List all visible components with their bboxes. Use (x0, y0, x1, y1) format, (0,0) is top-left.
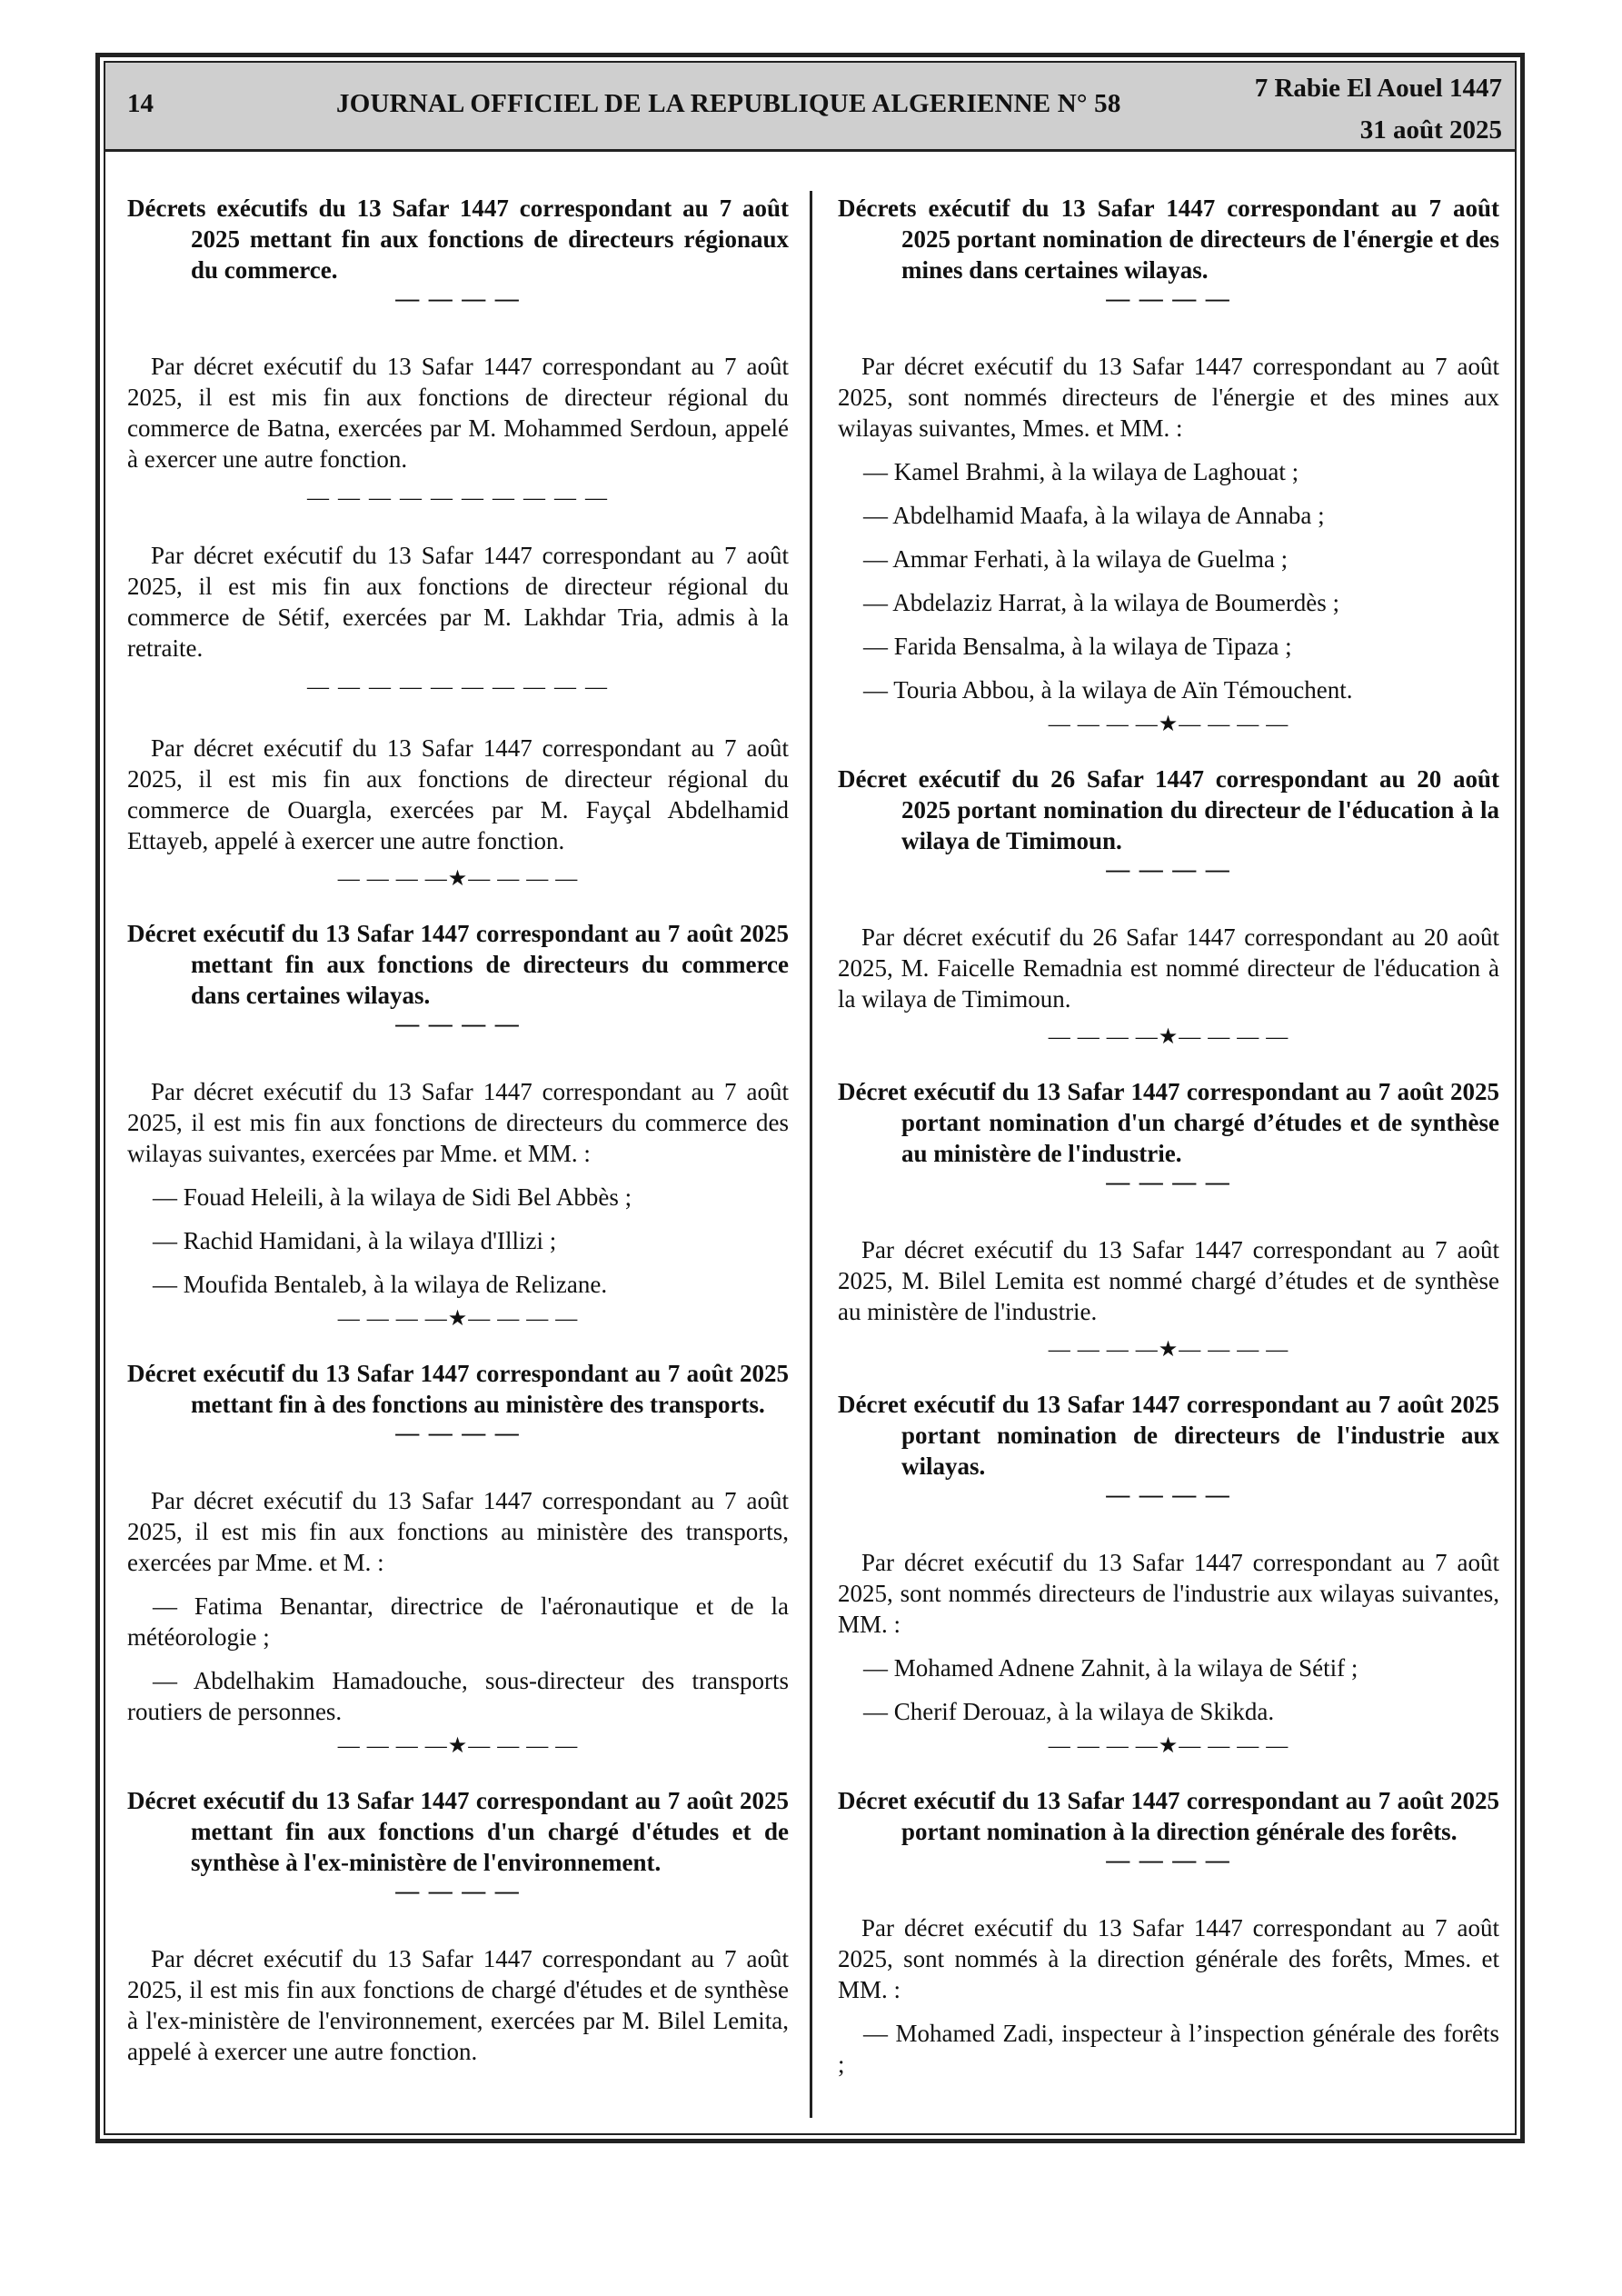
star-separator: — — — —★— — — — (337, 867, 579, 891)
title-separator: — — — — (1106, 1482, 1231, 1508)
decree-title: Décret exécutif du 13 Safar 1447 correspondant au 7 août 2025 portant nomination d'un chargé d’études et de synthèse au ministère de l'industrie. (838, 1078, 1500, 1167)
decree-paragraph: Par décret exécutif du 13 Safar 1447 correspondant au 7 août 2025, il est mis fin aux fonctions de directeur régional du commerce de Ouargla, exercées par M. Fayçal Abdelhamid Ettayeb, appelé à exercer une autre fonction. (127, 734, 789, 854)
decree-paragraph: Par décret exécutif du 13 Safar 1447 correspondant au 7 août 2025, il est mis fin aux fonctions de directeur régional du commerce de Batna, exercées par M. Mohammed Serdoun, appelé à exercer une autre fonction. (127, 353, 789, 473)
decree-title: Décret exécutif du 13 Safar 1447 correspondant au 7 août 2025 mettant fin à des fonctions au ministère des transports. (127, 1360, 790, 1418)
long-separator: — — — — — — — — — — (307, 675, 609, 699)
column-divider (810, 191, 812, 2118)
title-separator: — — — — (395, 1011, 521, 1037)
decree-paragraph: Par décret exécutif du 13 Safar 1447 correspondant au 7 août 2025, il est mis fin aux fonctions de directeurs du commerce des wilayas suivantes, exercées par Mme. et MM. : (127, 1078, 789, 1167)
decree-paragraph: Par décret exécutif du 26 Safar 1447 correspondant au 20 août 2025, M. Faicelle Remadnia est nommé directeur de l'éducation à la wilaya de Timimoun. (838, 923, 1499, 1013)
decree-title: Décrets exécutifs du 13 Safar 1447 correspondant au 7 août 2025 mettant fin aux fonctions de directeurs régionaux du commerce. (127, 195, 789, 284)
list-item: — Ammar Ferhati, à la wilaya de Guelma ; (863, 545, 1289, 573)
decree-paragraph: Par décret exécutif du 13 Safar 1447 correspondant au 7 août 2025, il est mis fin aux fonctions de chargé d'études et de synthèse à l'ex-ministère de l'environnement, exercées par M. Bilel Lemita, appelé à exercer une autre fonction. (127, 1945, 789, 2065)
list-item: — Mohamed Adnene Zahnit, à la wilaya de Sétif ; (863, 1654, 1358, 1682)
title-separator: — — — — (395, 1420, 521, 1446)
list-item: — Rachid Hamidani, à la wilaya d'Illizi ; (153, 1227, 557, 1254)
title-separator: — — — — (1106, 856, 1231, 883)
title-separator: — — — — (395, 1878, 521, 1904)
title-separator: — — — — (1106, 1847, 1231, 1873)
decree-paragraph: Par décret exécutif du 13 Safar 1447 correspondant au 7 août 2025, sont nommés à la direction générale des forêts, Mmes. et MM. : (838, 1914, 1499, 2003)
right-column (838, 193, 1499, 2080)
decree-title: Décret exécutif du 13 Safar 1447 correspondant au 7 août 2025 portant nomination de directeurs de l'industrie aux wilayas. (838, 1391, 1500, 1480)
star-separator: — — — —★— — — — (1048, 1338, 1289, 1362)
list-item: — Abdelhakim Hamadouche, sous-directeur des transports routiers de personnes. (127, 1667, 789, 1725)
list-item: — Mohamed Zadi, inspecteur à l’inspection générale des forêts ; (838, 2020, 1499, 2078)
decree-paragraph: Par décret exécutif du 13 Safar 1447 correspondant au 7 août 2025, il est mis fin aux fonctions de directeur régional du commerce de Sétif, exercées par M. Lakhdar Tria, admis à la retraite. (127, 542, 789, 662)
list-item: — Abdelhamid Maafa, à la wilaya de Annaba ; (863, 502, 1325, 529)
journal-title: JOURNAL OFFICIEL DE LA REPUBLIQUE ALGERIENNE N° 58 (336, 89, 1121, 118)
decree-paragraph: Par décret exécutif du 13 Safar 1447 correspondant au 7 août 2025, sont nommés directeurs de l'industrie aux wilayas suivantes, MM. : (838, 1549, 1499, 1638)
decree-paragraph: Par décret exécutif du 13 Safar 1447 correspondant au 7 août 2025, il est mis fin aux fonctions au ministère des transports, exercées par Mme. et M. : (127, 1487, 789, 1576)
list-item: — Fatima Benantar, directrice de l'aéronautique et de la météorologie ; (127, 1592, 789, 1651)
star-separator: — — — —★— — — — (1048, 1025, 1289, 1049)
list-item: — Moufida Bentaleb, à la wilaya de Relizane. (153, 1271, 608, 1298)
list-item: — Abdelaziz Harrat, à la wilaya de Boumerdès ; (863, 589, 1340, 616)
list-item: — Cherif Derouaz, à la wilaya de Skikda. (863, 1698, 1275, 1725)
left-column (127, 193, 789, 2076)
long-separator: — — — — — — — — — — (307, 486, 609, 510)
list-item: — Fouad Heleili, à la wilaya de Sidi Bel Abbès ; (153, 1183, 632, 1211)
title-separator: — — — — (395, 285, 521, 312)
star-separator: — — — —★— — — — (1048, 713, 1289, 736)
decree-title: Décret exécutif du 13 Safar 1447 correspondant au 7 août 2025 mettant fin aux fonctions de directeurs du commerce dans certaines wilayas. (127, 920, 790, 1009)
decree-title: Décret exécutif du 26 Safar 1447 correspondant au 20 août 2025 portant nomination du directeur de l'éducation à la wilaya de Timimoun. (838, 765, 1500, 854)
title-separator: — — — — (1106, 285, 1231, 312)
decree-paragraph: Par décret exécutif du 13 Safar 1447 correspondant au 7 août 2025, sont nommés directeurs de l'énergie et des mines aux wilayas suivantes, Mmes. et MM. : (838, 353, 1499, 442)
decree-title: Décret exécutif du 13 Safar 1447 correspondant au 7 août 2025 portant nomination à la direction générale des forêts. (838, 1787, 1500, 1845)
issue-date (1255, 67, 1502, 151)
list-item: — Touria Abbou, à la wilaya de Aïn Témouchent. (863, 676, 1353, 704)
list-item: — Kamel Brahmi, à la wilaya de Laghouat ; (863, 458, 1299, 485)
title-separator: — — — — (1106, 1169, 1231, 1195)
list-item: — Farida Bensalma, à la wilaya de Tipaza ; (863, 633, 1292, 660)
star-separator: — — — —★— — — — (337, 1307, 579, 1331)
decree-paragraph: Par décret exécutif du 13 Safar 1447 correspondant au 7 août 2025, M. Bilel Lemita est nommé chargé d’études et de synthèse au ministère de l'industrie. (838, 1236, 1499, 1325)
star-separator: — — — —★— — — — (1048, 1734, 1289, 1758)
decree-title: Décrets exécutif du 13 Safar 1447 correspondant au 7 août 2025 portant nomination de directeurs de l'énergie et des mines dans certaines wilayas. (838, 195, 1500, 284)
date-hijri: 7 Rabie El Aouel 1447 (1254, 74, 1502, 103)
date-gregorian: 31 août 2025 (1359, 115, 1502, 145)
star-separator: — — — —★— — — — (337, 1734, 579, 1758)
decree-title: Décret exécutif du 13 Safar 1447 correspondant au 7 août 2025 mettant fin aux fonctions d'un chargé d'études et de synthèse à l'ex-ministère de l'environnement. (127, 1787, 790, 1876)
page-number: 14 (127, 89, 154, 118)
